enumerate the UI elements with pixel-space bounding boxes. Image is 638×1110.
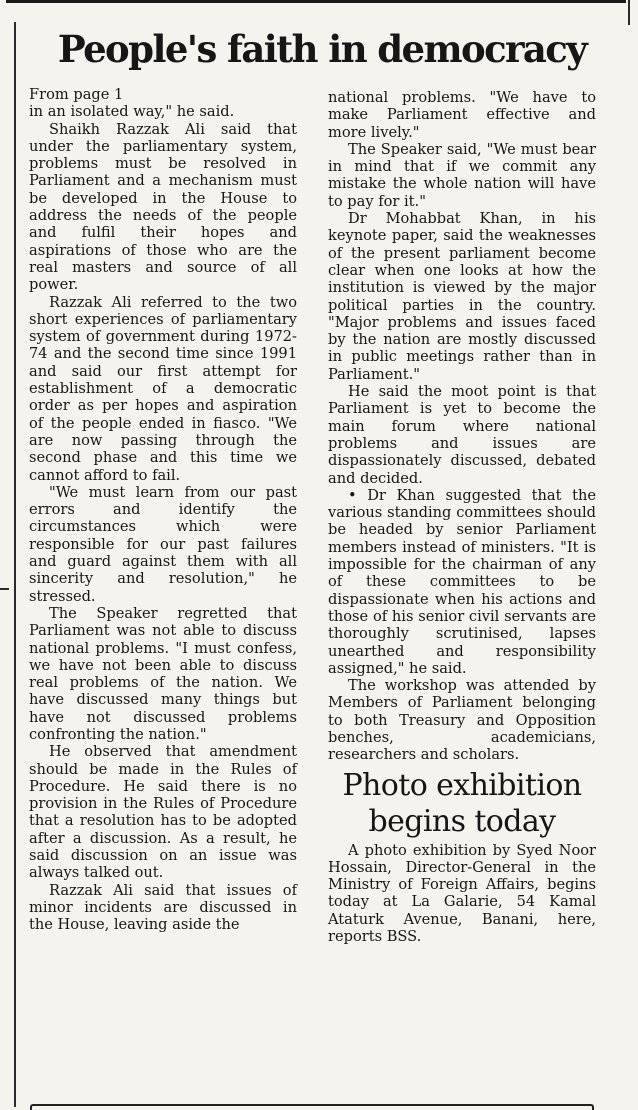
photo-story-body: A photo exhibition by Syed Noor Hossain, Director-General in the Ministry of Foreign Affairs, begins today at La Galarie, 54 Kamal Ataturk Avenue, Banani, here, reports BSS. xyxy=(328,841,596,946)
paragraph: "We must learn from our past errors and identify the circumstances which were responsible for our past failures and guard against them with all sincerity and resolution," he stressed. xyxy=(29,483,297,605)
paragraph: The Speaker said, "We must bear in mind that if we commit any mistake the whole nation will have to pay for it." xyxy=(328,140,596,210)
continued-from: From page 1 xyxy=(29,86,124,103)
paragraph: national problems. "We have to make Parliament effective and more lively." xyxy=(328,89,596,141)
headline: People's faith in democracy xyxy=(57,27,587,71)
top-rule xyxy=(6,0,626,3)
article-column-left xyxy=(29,86,297,934)
paragraph: Razzak Ali referred to the two short experiences of parliamentary system of government during 1972-74 and the second time since 1991 and said our first attempt for establishment of a democratic order as per hopes and aspiration of the people ended in fiasco. "We are now passing through the second phase and this time we cannot afford to fail. xyxy=(29,293,297,484)
bottom-box-rule xyxy=(30,1104,594,1110)
paragraph: Razzak Ali said that issues of minor incidents are discussed in the House, leaving aside the xyxy=(29,881,297,934)
paragraph: The workshop was attended by Members of Parliament belonging to both Treasury and Opposition benches, academicians, researchers and scholars. xyxy=(328,677,596,764)
paragraph: in an isolated way," he said. xyxy=(29,103,235,121)
top-right-rule xyxy=(628,0,630,25)
paragraph: Dr Mohabbat Khan, in his keynote paper, said the weaknesses of the present parliament become clear when one looks at how the institution is viewed by the major political parties in the country. "Major problems and issues faced by the nation are mostly discussed in public meetings rather than in Parliament." xyxy=(328,210,596,383)
left-column-rule xyxy=(14,22,16,1107)
paragraph: Shaikh Razzak Ali said that under the parliamentary system, problems must be resolved in Parliament and a mechanism must be developed in the House to address the needs of the people and fulfil their hopes and aspirations of those who are the real masters and source of all power. xyxy=(29,120,297,294)
edge-mark xyxy=(0,588,9,590)
paragraph: He said the moot point is that Parliament is yet to become the main forum where national problems and issues are dispassionately discussed, debated and decided. xyxy=(328,383,596,487)
paragraph: He observed that amendment should be made in the Rules of Procedure. He said there is no provision in the Rules of Procedure that a resolution has to be adopted after a discussion. As a result, he said discussion on an issue was always talked out. xyxy=(29,743,297,882)
paragraph: The Speaker regretted that Parliament was not able to discuss national problems. "I must confess, we have not been able to discuss real problems of the nation. We have discussed many things but have not discussed problems confronting the nation." xyxy=(29,604,297,743)
photo-story-headline: Photo exhibition begins today xyxy=(342,767,582,839)
article-column-right xyxy=(328,89,596,945)
paragraph: • Dr Khan suggested that the various standing committees should be headed by senior Parliament members instead of ministers. "It is impossible for the chairman of any of these committees to be dispassionate when his actions and those of his senior civil servants are thoroughly scrutinised, lapses unearthed and responsibility assigned," he said. xyxy=(328,486,596,677)
